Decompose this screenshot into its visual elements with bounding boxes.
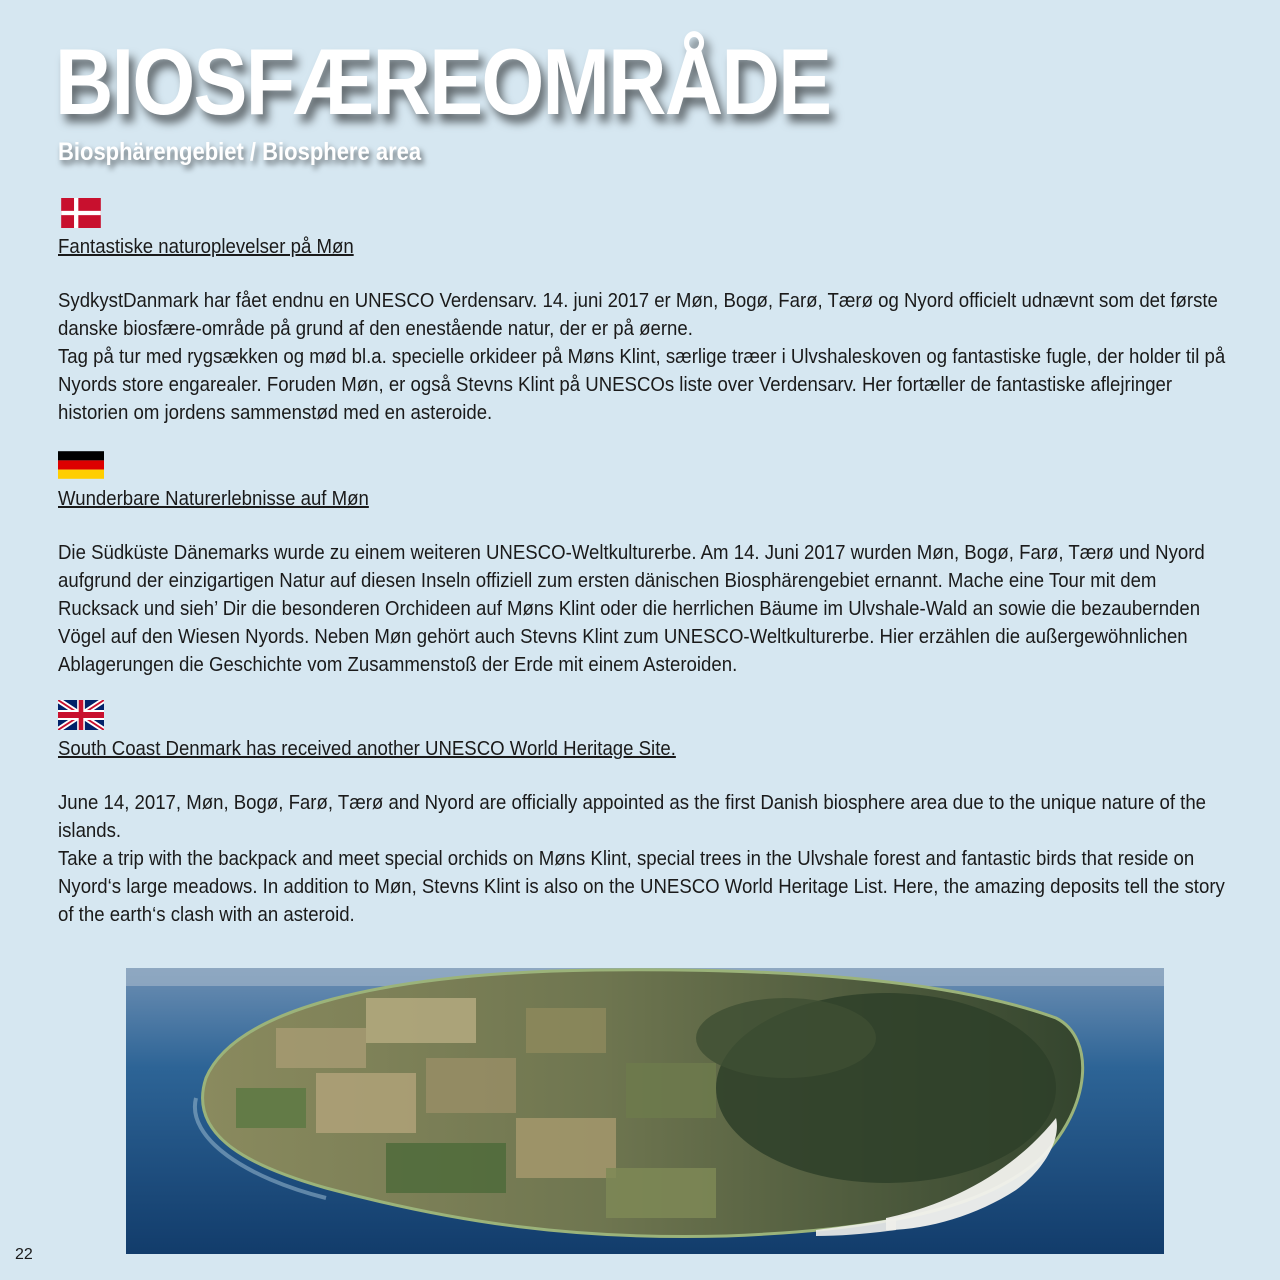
section-heading: Fantastiske naturoplevelser på Møn [58, 236, 354, 258]
german-flag-icon [58, 450, 104, 480]
section-paragraph: Tag på tur med rygsækken og mød bl.a. specielle orkideer på Møns Klint, særlige træer i Ulvshaleskoven og fantastiske fugle, der holder til på Nyords store engarealer. Foruden Møn, er også Stevns Klint på UNESCOs liste over Verdensarv. Her fortæller de fantastiske aflejringer historien om jordens sammenstød med en asteroide. [58, 346, 1226, 424]
section-danish [58, 198, 1238, 427]
uk-flag-icon [58, 700, 104, 730]
section-paragraph: SydkystDanmark har fået endnu en UNESCO Verdensarv. 14. juni 2017 er Møn, Bogø, Farø, Tærø og Nyord officielt udnævnt som det første danske biosfære-område på grund af den enestående natur, der er på øerne. [58, 290, 1218, 340]
section-heading: South Coast Denmark has received another UNESCO World Heritage Site. [58, 738, 676, 760]
aerial-island-photo [126, 968, 1164, 1254]
page-title: BIOSFÆREOMRÅDE [55, 29, 831, 134]
section-german [58, 450, 1238, 679]
section-paragraph: Die Südküste Dänemarks wurde zu einem weiteren UNESCO-Weltkulturerbe. Am 14. Juni 2017 wurden Møn, Bogø, Farø, Tærø und Nyord aufgrund der einzigartigen Natur auf diesen Inseln offiziell zum ersten dänischen Biosphärengebiet ernannt. Mache eine Tour mit dem Rucksack und sieh’ Dir die besonderen Orchideen auf Møns Klint oder die herrlichen Bäume im Ulvshale-Wald an sowie die bezaubernden Vögel auf den Wiesen Nyords. Neben Møn gehört auch Stevns Klint zum UNESCO-Weltkulturerbe. Hier erzählen die außergewöhnlichen Ablagerungen die Geschichte vom Zusammenstoß der Erde mit einem Asteroiden. [58, 542, 1205, 676]
section-heading: Wunderbare Naturerlebnisse auf Møn [58, 488, 369, 510]
danish-flag-icon [58, 198, 104, 228]
page-number: 22 [15, 1246, 33, 1263]
section-paragraph: June 14, 2017, Møn, Bogø, Farø, Tærø and Nyord are officially appointed as the first Danish biosphere area due to the unique nature of the islands. [58, 792, 1207, 842]
page-subtitle: Biosphärengebiet / Biosphere area [58, 138, 422, 166]
island-illustration [126, 968, 1164, 1254]
section-paragraph: Take a trip with the backpack and meet special orchids on Møns Klint, special trees in the Ulvshale forest and fantastic birds that reside on Nyord‘s large meadows. In addition to Møn, Stevns Klint is also on the UNESCO World Heritage List. Here, the amazing deposits tell the story of the earth‘s clash with an asteroid. [58, 848, 1225, 926]
section-english [58, 700, 1238, 929]
